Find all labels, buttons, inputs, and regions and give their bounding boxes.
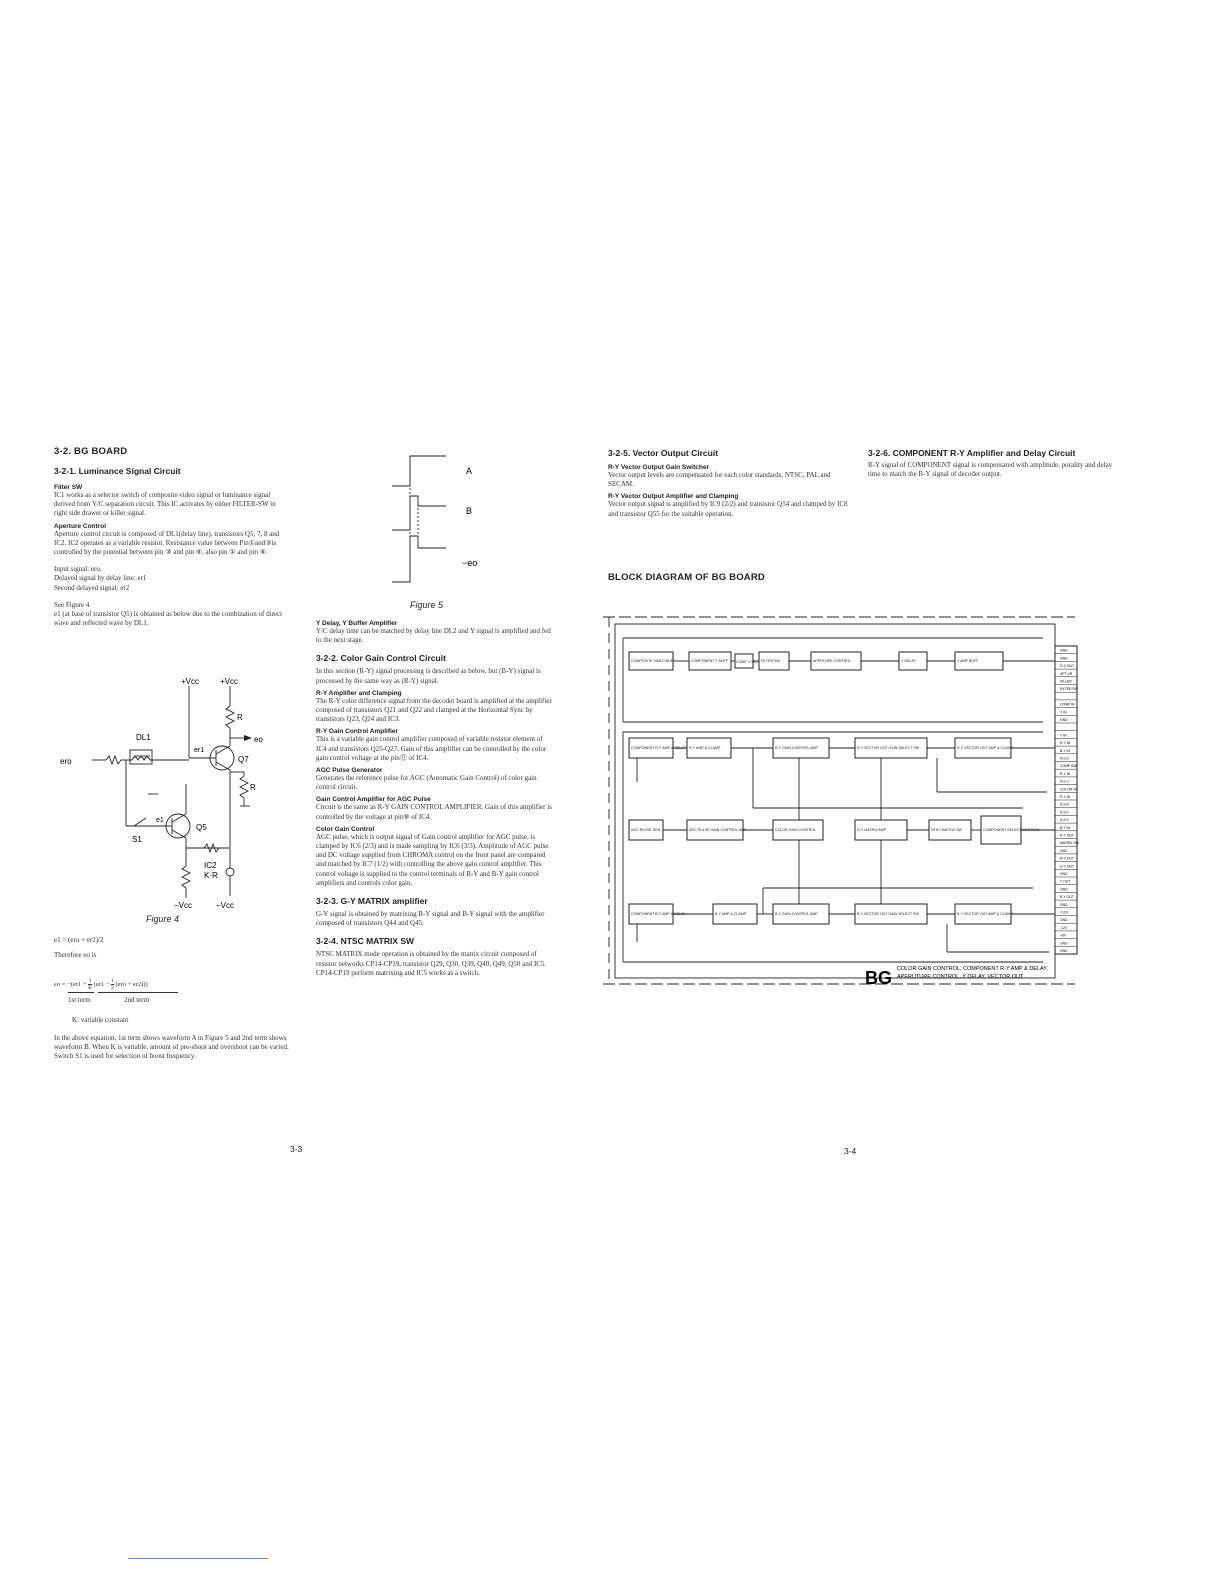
connector-pin-label: GND [1060, 949, 1068, 953]
connector-pin-label: +5V [1060, 933, 1067, 938]
underline-1st-term [68, 992, 94, 993]
block-label: AGC PULSE GEN [631, 828, 661, 832]
ry-amp-heading: R-Y Amplifier and Clamping [316, 689, 402, 697]
connector-pin-label: APT VR [1060, 671, 1073, 676]
ry-amp-text: The R-Y color difference signal from the decoder board is amplified at the amplifier composed of transistors Q21 and Q22 and clamped at the Horizontal Sync by transistors Q23, Q24 and IC3. [316, 696, 552, 724]
block-label: R-Y GAIN CONTROL AMP [775, 746, 818, 750]
connector-pin-label: B-Y IN [1060, 748, 1070, 753]
fraction-1-over-k [88, 978, 92, 991]
e1-equation: e1 = (ero + er2)/2 [54, 936, 104, 944]
bg-logo: BG [865, 968, 892, 988]
fraction-denominator: K [88, 985, 93, 991]
connector-pin-label: +12V [1060, 910, 1069, 915]
therefore-text: Therefore eo is [54, 951, 97, 960]
aperture-heading: Aperture Control [54, 522, 106, 530]
block-label: COMP V SEL [736, 660, 758, 664]
cgc-text: In this section (R-Y) signal processing is described as below, but (B-Y) signal is processed by the same way as (R-Y) signal. [316, 667, 541, 685]
color-gain-text: AGC pulse, which is output signal of Gain control amplifier for AGC pulse, is clamped by IC6 (2/3) and is made sampling by IC6 (3/3). Amplitude of AGC pulse and DC voltage supplied from CHROMA control on the front panel are compared and matched by IC7 (1/2) with controlling the above gain control amplifier. This control voltage is supplied to the control terminals of R-Y and B-Y gain control amplifiers and controls color gain. [316, 832, 549, 887]
connector-pin-label: COMP IN [1060, 702, 1075, 707]
connector-pin-label: G-Y OUT [1060, 864, 1075, 869]
connector-pin-label: GND [1060, 718, 1068, 722]
connector-pin-label: COLOR VR [1060, 787, 1078, 792]
vo-gain-text: Vector output levels are compensated for each color standards, NTSC, PAL and SECAM. [608, 471, 831, 489]
eo-eq-part: (er1 − [93, 980, 110, 988]
fraction-numerator: 1 [111, 978, 114, 984]
aperture-text: Aperture control circuit is composed of DL1(delay line), transistors Q5, 7, 8 and IC2. IC2 operates as a variable resistor. Resistance value between Pin①and③is controlled by the potential between pin ③ and pin ④, also pin ① and pin ⑥. [54, 529, 280, 557]
connector-pin-label: G-Y OUT [1060, 664, 1075, 669]
k-constant-text: K: variable constant [72, 1016, 129, 1024]
term-label: 1st term [68, 996, 91, 1004]
switch-text: Switch S1 is used for selection of boost frequency. [54, 1052, 196, 1061]
subsection-title: 3-2-6. COMPONENT R-Y Amplifier and Delay Circuit [868, 448, 1076, 458]
block-label: R-Y VECTOR OUT GAIN SELECT SW [857, 746, 920, 750]
fraction-1-over-2 [111, 978, 114, 991]
fig4-dl1-label: DL1 [136, 733, 151, 742]
connector-pin-label: N.S.C [1060, 779, 1070, 784]
subsection-title: 3-2-3. G-Y MATRIX amplifier [316, 896, 428, 907]
block-label: COLOR GAIN CONTROL [775, 828, 817, 832]
block-label: Y AMP BUFF [957, 659, 979, 663]
vo-gain-heading: R-Y Vector Output Gain Switcher [608, 464, 710, 471]
ry-gain-heading: R-Y Gain Control Amplifier [316, 728, 398, 736]
block-label: AGC PULSE GAIN CONTROL AMP [689, 828, 747, 832]
connector-pin-label: GND [1060, 648, 1068, 653]
gca-heading: Gain Control Amplifier for AGC Pulse [316, 796, 431, 804]
eo-eq-part: eo = −(er1 + [54, 980, 87, 988]
signal-list [54, 565, 290, 593]
block-label: B-Y AMP & CLAMP [715, 912, 747, 916]
connector-pin-label: -12V [1060, 925, 1068, 930]
connector-pin-label: GND [1060, 941, 1068, 946]
eo-equation [54, 978, 148, 991]
block-label: B-Y VECTOR OUT AMP & CLAMP [957, 912, 1013, 916]
block-label: Y DELAY [901, 659, 916, 663]
see-figure-text: See Figure 4 [54, 600, 90, 609]
connector-pin-label: R-Y IN [1060, 741, 1071, 746]
connector-pin-label: GND [1060, 656, 1068, 661]
block-label: FILTER SW [761, 659, 780, 663]
connector-pin-label: GND [1060, 872, 1068, 876]
fig4-ic2-label: IC2 [204, 861, 217, 870]
block-diagram-title: BLOCK DIAGRAM OF BG BOARD [608, 572, 765, 583]
fig4-ero-label: ero [60, 757, 72, 766]
signal-line: Input signal: ero, [54, 565, 102, 574]
connector-pin-label: Y OUT [1060, 879, 1071, 884]
connector-pin-label: S.S.P [1060, 810, 1069, 815]
connector-pin-label: COMP SW [1060, 764, 1077, 769]
waveform-label: A [466, 466, 473, 476]
connector-pin-label: R-Y OUT [1060, 833, 1074, 838]
vo-amp-heading: R-Y Vector Output Amplifier and Clamping [608, 493, 739, 501]
fig4-vcc-label: +Vcc [181, 677, 200, 686]
color-gain-heading: Color Gain Control [316, 825, 375, 833]
waveform-label: −eo [462, 558, 478, 568]
signal-line: Delayed signal by delay line: er1 [54, 574, 147, 583]
block-label: B-Y VECTOR OUT GAIN SELECT SW [857, 912, 919, 916]
connector-pin-label: R-Y OUT [1060, 856, 1074, 861]
figure-4-circuit [54, 676, 290, 926]
block-label: R-Y AMP & CLAMP [689, 746, 721, 750]
fraction-denominator: 2 [111, 985, 114, 991]
fig4-r-label: R [237, 713, 243, 722]
section-title: 3-2. BG BOARD [54, 446, 128, 457]
subsection-title: 3-2-1. Luminance Signal Circuit [54, 466, 181, 476]
waveform-label: B [466, 506, 473, 516]
connector-pin-label: N.S.C [1060, 756, 1070, 761]
fig4-e1-label: e1 [156, 817, 164, 824]
filter-sw-text: IC1 works as a selector switch of composite video signal or luminance signal derived from Y/C separation circuit. This IC activates by either FILTER-SW in right side drawer or killer signal. [54, 491, 276, 518]
block-label: COMPONENT Y BUFF [691, 659, 728, 663]
gca-text: Circuit is the same as R-Y GAIN CONTROL AMPLIFIER. Gain of this amplifier is controlled by the voltage at pin⑧ of IC4. [316, 803, 552, 821]
page-number: 3-4 [844, 1146, 857, 1156]
component-text: R-Y signal of COMPONENT signal is compensated with amplitude, porality and delay time to match the R-Y signal of decoder output. [868, 461, 1113, 479]
fig4-er1-label: er1 [194, 747, 205, 754]
gy-text: G-Y signal is obtained by matrixing R-Y signal and B-Y signal with the amplifier composed of transistors Q44 and Q45. [316, 910, 545, 928]
y-delay-text: Y/C delay time can be matched by delay line DL2 and Y signal is amplified and fed to the next stage. [316, 627, 551, 645]
page-number: 3-3 [290, 1144, 303, 1154]
block-label: R-Y VECTOR OUT AMP & CLAMP [957, 746, 1013, 750]
connector-pin-label: R-Y IN [1060, 795, 1071, 799]
subsection-title: 3-2-2. Color Gain Control Circuit [316, 653, 446, 664]
bg-description: APERUTURE CONTROL, Y DELAY, VECTOR OUT [897, 974, 1024, 980]
fig4-r-label: R [250, 783, 256, 792]
connector-pin-label: S.S.N [1060, 802, 1069, 807]
e1-text: e1 (at base of transistor Q5) is obtained as below due to the combination of direct wave and reflected wave by DL1. [54, 610, 283, 628]
fig4-neg-vcc-label: −Vcc [216, 901, 235, 910]
fig4-eo-label: eo [254, 735, 263, 744]
eo-eq-part: (ero + er2))) [115, 980, 148, 988]
connector-pin-label: GND [1060, 902, 1068, 907]
fig4-neg-vcc-label: −Vcc [174, 901, 193, 910]
block-diagram [603, 612, 1077, 988]
block-label: NTSC MATRIX SW [931, 828, 962, 832]
ry-gain-text: This is a variable gain control amplifier composed of variable resistor element of IC4 and transistors Q25-Q27. Gain of this amplifier can be controlled by the color gain control voltage at the pin⑫ of IC4. [316, 735, 547, 762]
term-label: 2nd term [124, 996, 150, 1004]
connector-pin-label: S.S.S [1060, 818, 1069, 823]
connector-pin-label: FILTER SW [1060, 687, 1078, 692]
subsection-title: 3-2-5. Vector Output Circuit [608, 448, 719, 458]
connector-pin-label: Y IN [1060, 710, 1067, 715]
divider-line [128, 1558, 268, 1559]
y-delay-heading: Y Delay, Y Buffer Amplifier [316, 620, 398, 627]
block-label: COMPONENT R-Y AMP & DELAY [631, 746, 686, 750]
connector-pin-label: B-Y OUT [1060, 895, 1074, 900]
connector-pin-label: B-Y IN [1060, 825, 1070, 830]
subsection-title: 3-2-4. NTSC MATRIX SW [316, 936, 415, 947]
figure-5-caption: Figure 5 [410, 600, 444, 610]
block-label: B-Y GAIN CONTROL AMP [775, 912, 818, 916]
filter-sw-heading: Filter SW [54, 484, 83, 491]
block-label: G-Y MATRIX AMP [857, 828, 887, 832]
connector-pin-label: Y IN [1060, 733, 1067, 738]
agc-text: Generates the reference pulse for AGC (Automatic Gain Control) of color gain control circuit. [316, 774, 537, 792]
agc-heading: AGC Pulse Generator [316, 767, 383, 775]
block-label: COMPOSITE VIDEO BUFF [631, 659, 676, 663]
underline-2nd-term [98, 992, 178, 993]
connector-pin-label: R-Y IN [1060, 771, 1071, 776]
bg-description: COLOR GAIN CONTROL, COMPONENT R-Y AMP & DELAY, [897, 966, 1048, 972]
fig4-q7-label: Q7 [238, 755, 249, 764]
ntsc-text: NTSC MATRIX mode operation is obtained by the matrix circuit composed of resistor networks CP14-CP19, transistor Q29, Q30, Q39, Q40, Q49, Q50 and IC5. CP14-CP19 perform matrixing and IC5 works as a switch. [316, 950, 547, 977]
connector-pin-label: GND [1060, 918, 1068, 923]
signal-line: Second delayed signal: er2 [54, 583, 130, 592]
fig4-s1-label: S1 [132, 835, 142, 844]
connector-pin-label: GND [1060, 848, 1068, 853]
block-label: COMPONENT B-Y AMP & DELAY [631, 912, 686, 916]
connector-pin-label: GND [1060, 887, 1068, 892]
figure-5-waveforms [390, 452, 490, 590]
connector-pin-label: KILLER [1060, 679, 1072, 684]
connector-pin-label: MATRIX SW [1060, 841, 1079, 846]
block-label: APERTURE CONTROL [813, 659, 852, 663]
block-label: COMPONENT SELECT CONTROL [983, 828, 1040, 832]
fig4-kr-label: K·R [204, 871, 218, 880]
vo-amp-text: Vector output signal is amplified by IC9 (2/2) and transistor Q54 and clamped by IC8 and transistor Q55 for the suitable operation. [608, 500, 848, 518]
fig4-vcc-label: +Vcc [220, 677, 239, 686]
fraction-numerator: 1 [88, 978, 92, 984]
figure-4-caption: Figure 4 [146, 914, 180, 924]
fig4-q5-label: Q5 [196, 823, 207, 832]
equation-explanation: In the above equation, 1st term shows waveform A in Figure 5 and 2nd term shows waveform B. When K is variable, amount of pre-shoot and overshoot can be varied. [54, 1034, 289, 1052]
